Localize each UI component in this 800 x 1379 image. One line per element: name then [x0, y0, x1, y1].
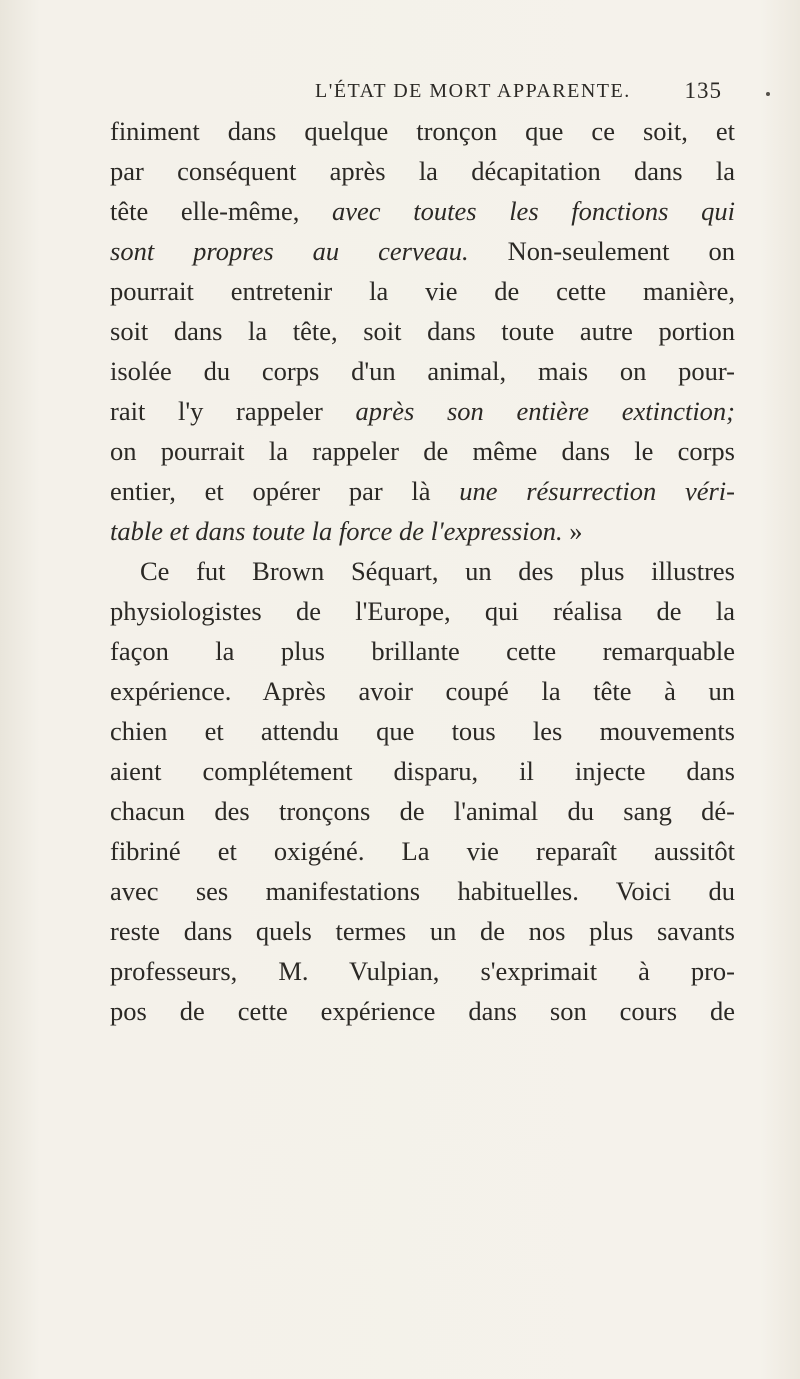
text-line	[110, 791, 735, 831]
text-segment: par conséquent après la décapitation dans la	[110, 156, 735, 186]
text-segment: »	[562, 516, 583, 546]
text-line	[110, 191, 735, 231]
text-line	[110, 831, 735, 871]
text-segment: avec ses manifestations habituelles. Voici du	[110, 876, 735, 906]
running-title: L'ÉTAT DE MORT APPARENTE.	[315, 80, 631, 102]
text-segment: fibriné et oxigéné. La vie reparaît aussitôt	[110, 836, 735, 866]
page-number: 135	[684, 78, 722, 103]
text-line	[110, 511, 735, 551]
italic-text-segment: une résurrection véri-	[459, 476, 735, 506]
text-line	[110, 751, 735, 791]
text-line	[110, 431, 735, 471]
italic-text-segment: sont propres au cerveau.	[110, 236, 469, 266]
text-line	[110, 951, 735, 991]
text-segment: physiologistes de l'Europe, qui réalisa de la	[110, 596, 735, 626]
body-text	[110, 111, 735, 1031]
text-segment: aient complétement disparu, il injecte dans	[110, 756, 735, 786]
text-segment: isolée du corps d'un animal, mais on pour-	[110, 356, 735, 386]
text-segment: on pourrait la rappeler de même dans le corps	[110, 436, 735, 466]
text-line	[110, 871, 735, 911]
text-segment: reste dans quels termes un de nos plus savants	[110, 916, 735, 946]
text-line	[110, 271, 735, 311]
text-segment: pourrait entretenir la vie de cette manière,	[110, 276, 735, 306]
italic-text-segment: avec toutes les fonctions qui	[332, 196, 735, 226]
text-line	[110, 551, 735, 591]
text-line	[110, 911, 735, 951]
text-segment: tête elle-même,	[110, 196, 333, 226]
text-segment: Ce fut Brown Séquart, un des plus illustres	[140, 556, 735, 586]
text-line	[110, 351, 735, 391]
text-segment: chacun des tronçons de l'animal du sang dé-	[110, 796, 735, 826]
text-line	[110, 391, 735, 431]
text-line	[110, 231, 735, 271]
text-segment: soit dans la tête, soit dans toute autre portion	[110, 316, 735, 346]
text-segment: façon la plus brillante cette remarquable	[110, 636, 735, 666]
text-line	[110, 991, 735, 1031]
italic-text-segment: après son entière extinction;	[355, 396, 735, 426]
text-segment: professeurs, M. Vulpian, s'exprimait à pro-	[110, 956, 735, 986]
text-segment: entier, et opérer par là	[110, 476, 460, 506]
text-line	[110, 151, 735, 191]
text-line	[110, 631, 735, 671]
text-line	[110, 471, 735, 511]
text-line	[110, 591, 735, 631]
text-segment: pos de cette expérience dans son cours de	[110, 996, 735, 1026]
text-segment: finiment dans quelque tronçon que ce soit, et	[110, 116, 735, 146]
text-line	[110, 711, 735, 751]
text-segment: chien et attendu que tous les mouvements	[110, 716, 735, 746]
text-line	[110, 671, 735, 711]
text-segment: expérience. Après avoir coupé la tête à un	[110, 676, 735, 706]
text-segment: rait l'y rappeler	[110, 396, 356, 426]
italic-text-segment: table et dans toute la force de l'expression.	[110, 516, 563, 546]
text-segment: Non-seulement on	[468, 236, 735, 266]
margin-mark	[766, 92, 770, 96]
text-line	[110, 311, 735, 351]
page-header	[160, 80, 730, 110]
text-line	[110, 111, 735, 151]
